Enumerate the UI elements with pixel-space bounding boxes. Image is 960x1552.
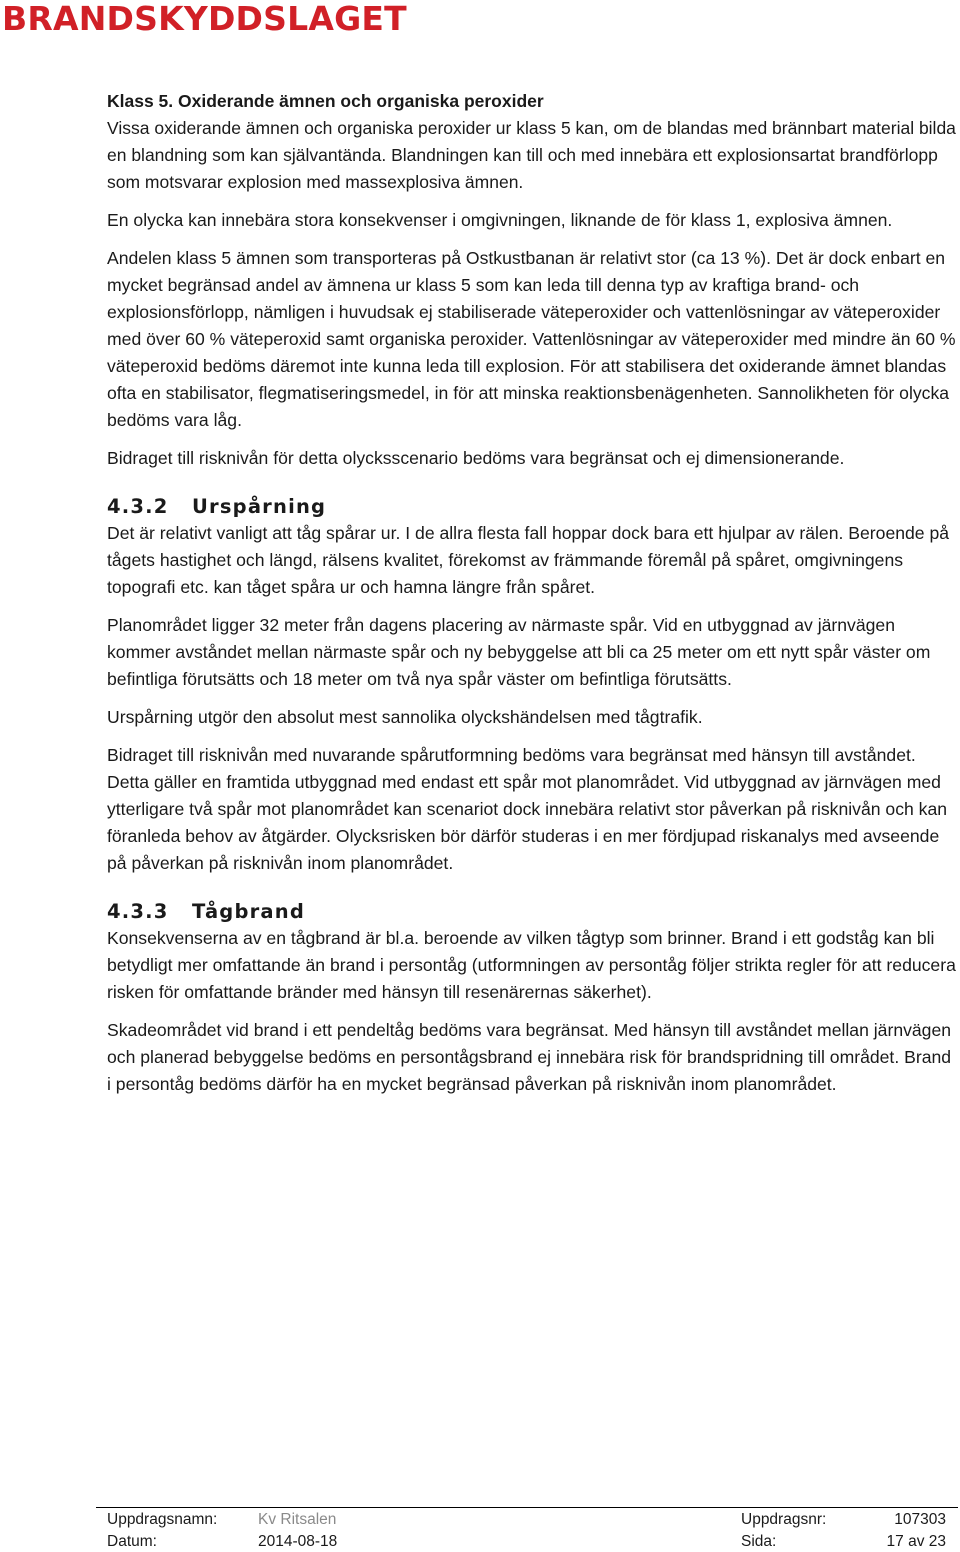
footer-value-datum: 2014-08-18 <box>258 1533 338 1550</box>
paragraph: Urspårning utgör den absolut mest sannolika olyckshändelsen med tågtrafik. <box>107 707 703 727</box>
footer-label-uppdragsnr: Uppdragsnr: <box>741 1511 827 1528</box>
paragraph: Planområdet ligger 32 meter från dagens placering av närmaste spår. Vid en utbyggnad av järnvägen kommer avståndet mellan närmaste spår och ny bebyggelse att bli ca 25 meter om ett nytt spår väster om befintliga förutsätts och 18 meter om två nya spår väster om befintliga förutsätts. <box>107 615 931 689</box>
footer-value-uppdragsnr: 107303 <box>894 1511 946 1528</box>
paragraph: Bidraget till risknivån med nuvarande spårutformning bedöms vara begränsat med hänsyn till avståndet. Detta gäller en framtida utbyggnad med endast ett spår mot planområdet. Vid utbyggnad av järnvägen med ytterligare två spår mot planområdet kan scenariot dock innebära relativt stor påverkan på risknivån och kan föranleda behov av åtgärder. Olycksrisken bör därför studeras i en mer fördjupad riskanalys med avseende på påverkan på risknivån inom planområdet. <box>107 745 948 873</box>
page-footer <box>96 1507 958 1552</box>
brand-logo: BRANDSKYDDSLAGET <box>2 0 407 38</box>
section-number: 4.3.2 <box>107 495 169 518</box>
section-heading-433 <box>107 899 957 925</box>
footer-row-2 <box>96 1530 958 1552</box>
paragraph: Skadeområdet vid brand i ett pendeltåg bedöms vara begränsat. Med hänsyn till avståndet mellan järnvägen och planerad bebyggelse bedöms en persontågsbrand ej innebära risk för brandspridning till området. Brand i persontåg bedöms därför ha en mycket begränsad påverkan på risknivån inom planområdet. <box>107 1020 952 1094</box>
section-title: Urspårning <box>192 495 327 518</box>
footer-label-sida: Sida: <box>741 1533 777 1550</box>
paragraph: Det är relativt vanligt att tåg spårar ur. I de allra flesta fall hoppar dock bara ett hjulpar av rälen. Beroende på tågets hastighet och längd, rälsens kvalitet, förekomst av främmande föremål på spåret, omgivningens topografi etc. kan tåget spåra ur och hamna längre från spåret. <box>107 523 950 597</box>
klass5-text: Vissa oxiderande ämnen och organiska peroxider ur klass 5 kan, om de blandas med brännbart material bilda en blandning som kan självantända. Blandningen kan till och med innebära ett explosionsartat brandförlopp som motsvarar explosion med massexplosiva ämnen. <box>107 118 956 192</box>
footer-label-uppdragsnamn: Uppdragsnamn: <box>107 1511 218 1528</box>
footer-value-uppdragsnamn: Kv Ritsalen <box>258 1511 337 1528</box>
klass5-title: Klass 5. Oxiderande ämnen och organiska peroxider <box>107 91 544 111</box>
section-title: Tågbrand <box>192 900 306 923</box>
footer-value-sida: 17 av 23 <box>886 1533 946 1550</box>
paragraph: En olycka kan innebära stora konsekvenser i omgivningen, liknande de för klass 1, explosiva ämnen. <box>107 210 893 230</box>
paragraph: Andelen klass 5 ämnen som transporteras på Ostkustbanan är relativt stor (ca 13 %). Det är dock enbart en mycket begränsad andel av ämnena ur klass 5 som kan leda till denna typ av kraftiga brand- och explosionsförlopp, nämligen i huvudsak ej stabiliserade väteperoxider och vattenlösningar av väteperoxider med över 60 % väteperoxid samt organiska peroxider. Vattenlösningar av väteperoxider med mindre än 60 % väteperoxid bedöms däremot inte kunna leda till explosion. För att stabilisera det oxiderande ämnet blandas ofta en stabilisator, flegmatiseringsmedel, in för att minska reaktionsbenägenheten. Sannolikheten för olycka bedöms vara låg. <box>107 248 956 430</box>
paragraph: Bidraget till risknivån för detta olycksscenario bedöms vara begränsat och ej dimensionerande. <box>107 448 845 468</box>
section-number: 4.3.3 <box>107 900 169 923</box>
klass5-block <box>107 88 957 196</box>
footer-row-1 <box>96 1508 958 1530</box>
page-content <box>107 88 957 1109</box>
section-heading-432 <box>107 494 957 520</box>
footer-label-datum: Datum: <box>107 1533 157 1550</box>
paragraph: Konsekvenserna av en tågbrand är bl.a. beroende av vilken tågtyp som brinner. Brand i ett godståg kan bli betydligt mer omfattande än brand i persontåg (utformningen av persontåg följer strikta regler för att reducera risken för omfattande bränder med hänsyn till resenärernas säkerhet). <box>107 928 956 1002</box>
